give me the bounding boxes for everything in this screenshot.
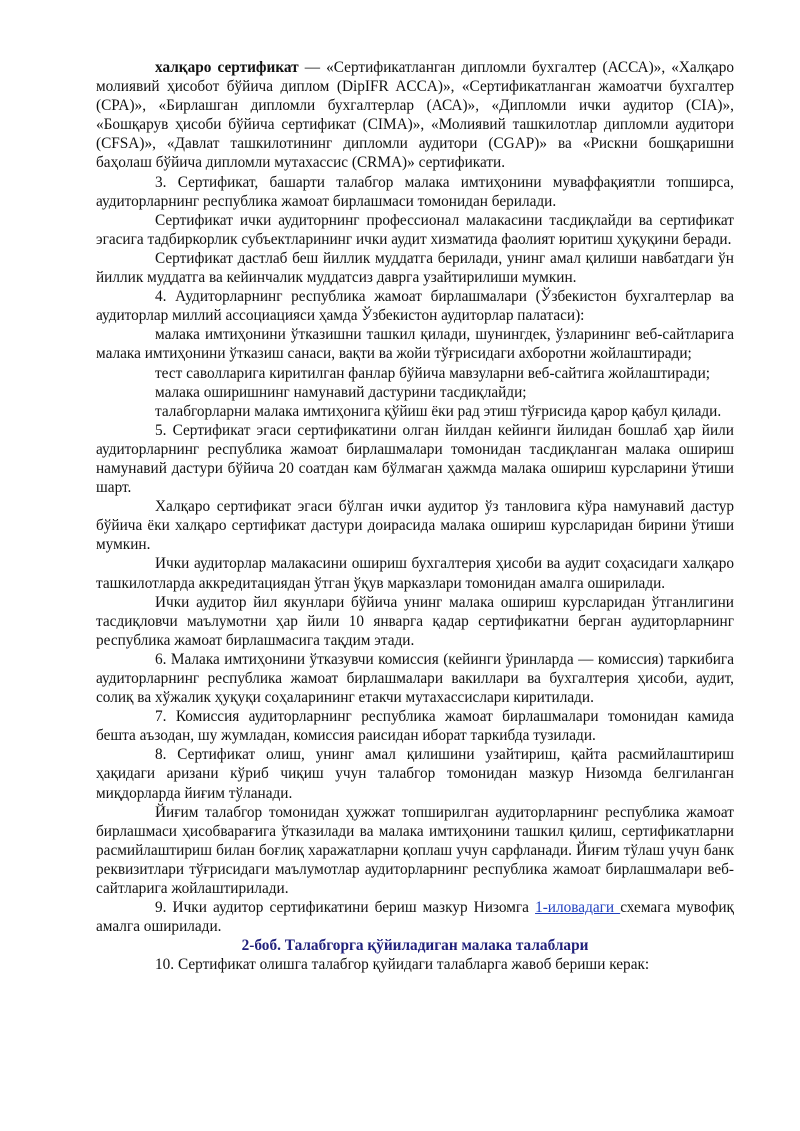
appendix-1-link[interactable]: 1-иловадаги	[535, 899, 621, 917]
paragraph-annual-report: Ички аудитор йил якунлари бўйича унинг малака ошириш курсларидан ўтганлигини тасдиқловчи маълумотни ҳар йили 10 январга қадар сертификатни берган аудиторларнинг республика жамоат бирлашмасига тақдим этади.	[96, 593, 734, 649]
definition-text: — «Сертификатланган дипломли бухгалтер (АССА)», «Халқаро молиявий ҳисобот бўйича диплом (DipIFR ACCA)», «Сертификатланган жамоатчи бухгалтер (CPA)», «Бирлашган дипломли бухгалтерлар (АСА)», «Дипломли ички аудитор (CIA)», «Бошқарув ҳисоби бўйича сертификат (CIMA)», «Молиявий ташкилотлар дипломли аудитори (CFSA)», «Давлат ташкилотининг дипломли аудитори (CGAP)» ва «Рискни бошқаришни баҳолаш бўйича дипломли мутахассис (CRMA)» сертификати.	[96, 59, 734, 172]
paragraph-8: 8. Сертификат олиш, унинг амал қилишини узайтириш, қайта расмийлаштириш ҳақидаги аризани кўриб чиқиш учун талабгор томонидан мазкур Низомда белгиланган миқдорларда йиғим тўланади.	[96, 746, 734, 802]
list-item-admission-decision: талабгорларни малака имтиҳонига қўйиш ёки рад этиш тўғрисида қарор қабул қилади.	[155, 402, 722, 420]
paragraph-4: 4. Аудиторларнинг республика жамоат бирлашмалари (Ўзбекистон бухгалтерлар ва аудиторлар миллий ассоциацияси ҳамда Ўзбекистон аудиторлар палатаси):	[96, 288, 734, 325]
paragraph-9-text-end: схемага мувофиқ амалга оширилади.	[96, 899, 734, 936]
paragraph-training-centers: Ички аудиторлар малакасини ошириш бухгалтерия ҳисоби ва аудит соҳасидаги халқаро ташкилотларда аккредитациядан ўтган ўқув марказлари томонидан амалга оширилади.	[96, 555, 734, 592]
paragraph-international-holder: Халқаро сертификат эгаси бўлган ички аудитор ўз танловига кўра намунавий дастур бўйича ёки халқаро сертификат дастури доирасида малака ошириш курсларидан бирини ўтиши мумкин.	[96, 498, 734, 554]
paragraph-international-certificate	[96, 58, 734, 173]
paragraph-10: 10. Сертификат олишга талабгор қуйидаги талабларга жавоб бериши керак:	[155, 956, 650, 974]
paragraph-5: 5. Сертификат эгаси сертификатини олган йилдан кейинги йилидан бошлаб ҳар йили аудиторларнинг республика жамоат бирлашмалари томонидан тасдиқланган малака ошириш намунавий дастури бўйича 20 соатдан кам бўлмаган ҳажмда малака ошириш курсларини ўтиши шарт.	[96, 421, 734, 497]
list-item-post-topics: тест саволларига киритилган фанлар бўйича мавзуларни веб-сайтига жойлаштиради;	[155, 364, 711, 382]
paragraph-certificate-term: Сертификат дастлаб беш йиллик муддатга берилади, унинг амал қилиши навбатдаги ўн йиллик муддатга ва кейинчалик муддатсиз даврга узайтирилиши мумкин.	[96, 249, 734, 287]
paragraph-3: 3. Сертификат, башарти талабгор малака имтиҳонини муваффақиятли топширса, аудиторларнинг республика жамоат бирлашмаси томонидан берилади.	[96, 173, 734, 210]
paragraph-6: 6. Малака имтиҳонини ўтказувчи комиссия (кейинги ўринларда — комиссия) таркибига аудиторларнинг республика жамоат бирлашмалари вакиллари ва бухгалтерия ҳисоби, аудит, солиқ ва хўжалик ҳуқуқи соҳаларининг етакчи мутахассислари киритилади.	[96, 650, 734, 707]
paragraph-fee: Йиғим талабгор томонидан ҳужжат топширилган аудиторларнинг республика жамоат бирлашмаси ҳисобварағига ўтказилади ва малака имтиҳонини ташкил қилиш, сертификатларни расмийлаштириш билан боғлиқ харажатларни қоплаш учун сарфланади. Йиғим тўлаш учун банк реквизитлари тўғрисидаги маълумотлар аудиторларнинг республика жамоат бирлашмалари веб-сайтларига жойлаштирилади.	[96, 803, 734, 898]
list-item-approve-program: малака оширишнинг намунавий дастурини тасдиқлайди;	[155, 383, 527, 401]
paragraph-certificate-confirms: Сертификат ички аудиторнинг профессионал малакасини тасдиқлайди ва сертификат эгасига тадбиркорлик субъектларининг ички аудит хизматида фаолият юритиш ҳуқуқини беради.	[96, 211, 734, 248]
paragraph-9	[96, 898, 734, 936]
chapter-heading: 2-боб. Талабгорга қўйиладиган малака талаблари	[241, 937, 589, 955]
paragraph-7: 7. Комиссия аудиторларнинг республика жамоат бирлашмалари томонидан камида бешта аъзодан, шу жумладан, комиссия раисидан иборат таркибда тузилади.	[96, 708, 734, 745]
paragraph-9-text-start: 9. Ички аудитор сертификатини бериш мазкур Низомга	[155, 899, 536, 917]
term-international-certificate: халқаро сертификат	[155, 59, 299, 76]
list-item-organize-exam: малака имтиҳонини ўтказишни ташкил қилади, шунингдек, ўзларининг веб-сайтларига малака имтиҳонини ўтказиш санаси, вақти ва жойи тўғрисидаги ахборотни жойлаштиради;	[96, 326, 734, 363]
